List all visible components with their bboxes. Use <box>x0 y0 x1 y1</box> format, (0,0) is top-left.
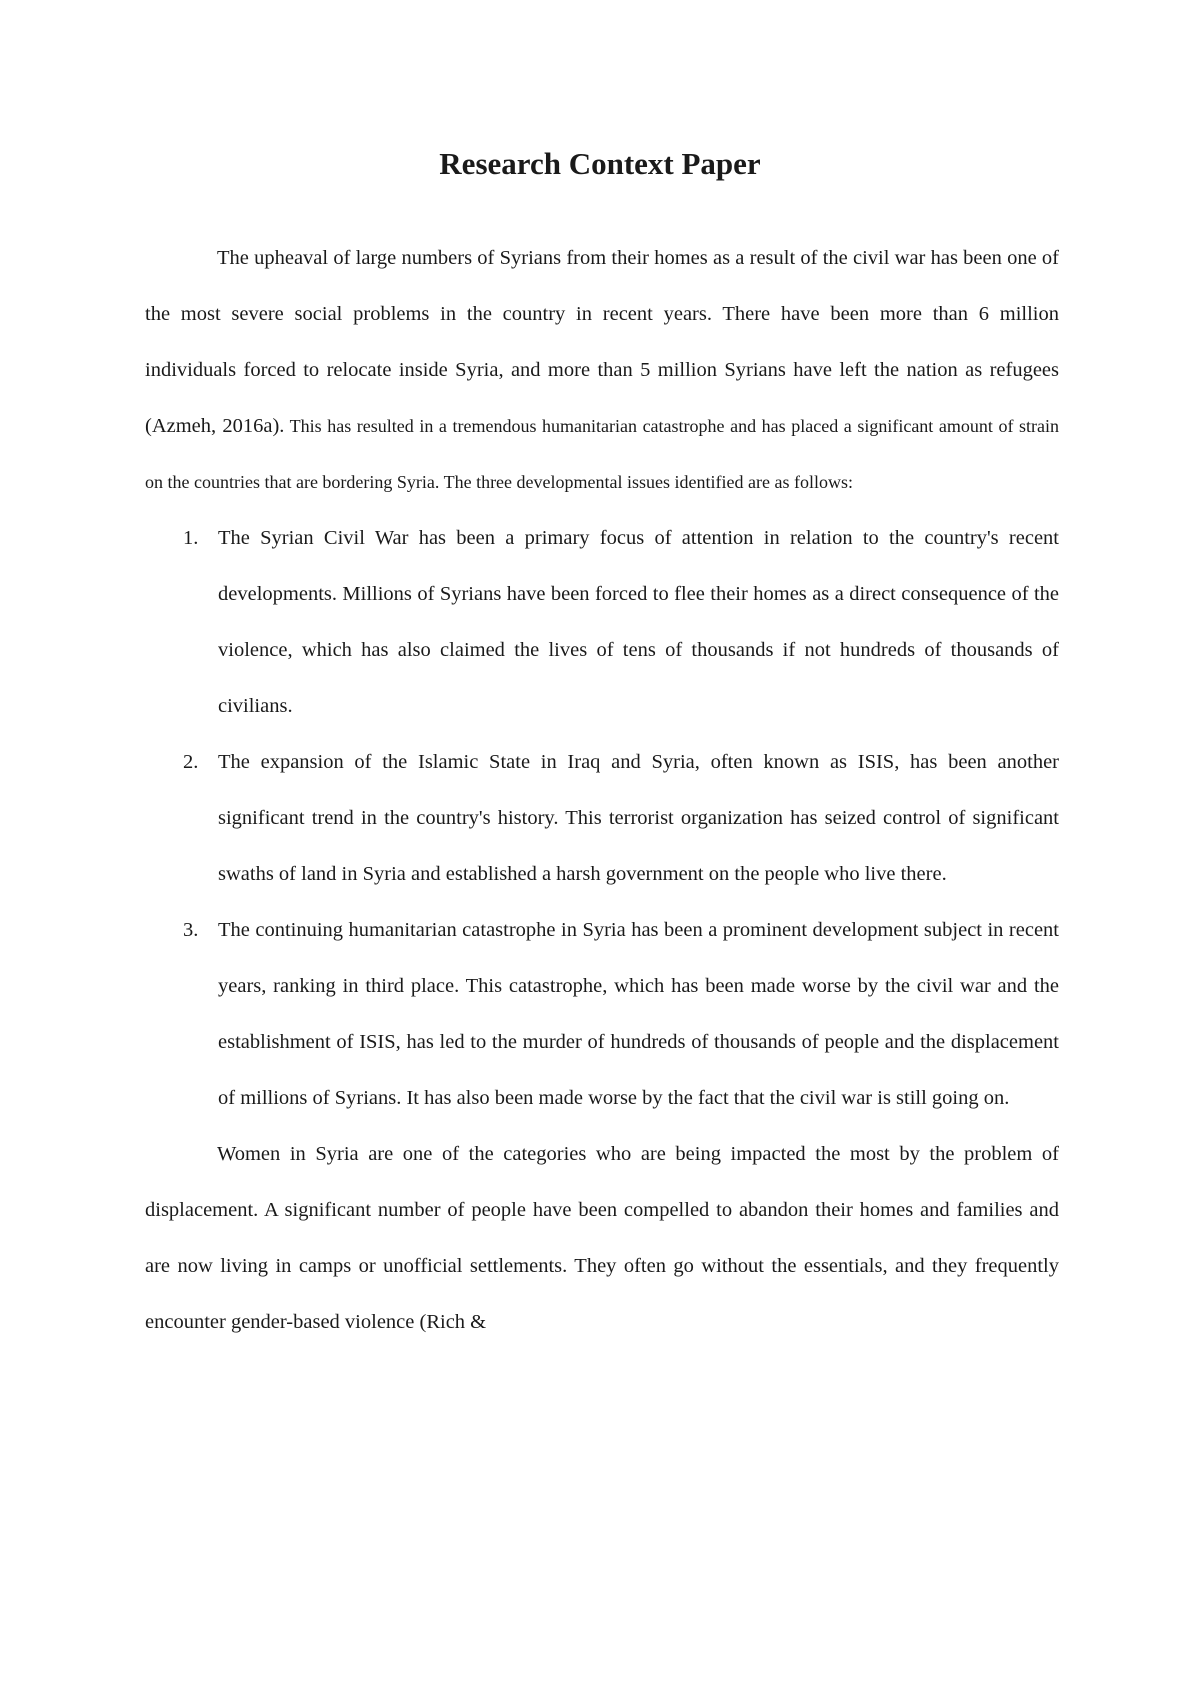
intro-paragraph-part1: The upheaval of large numbers of Syrians from their homes as a result of the civil war has been one of the most severe social problems in the country in recent years. There have been more than 6 million individuals forced to relocate inside Syria, and more than 5 million Syrians have left the nation as refugees (Azmeh, 2016a). <box>145 247 1059 437</box>
list-item-text: The expansion of the Islamic State in Iraq and Syria, often known as ISIS, has been another significant trend in the country's history. This terrorist organization has seized control of significant swaths of land in Syria and established a harsh government on the people who live there. <box>218 751 1059 885</box>
list-item-number: 3. <box>183 919 199 941</box>
list-item-number: 2. <box>183 751 199 773</box>
intro-paragraph-part2: This has resulted in a tremendous humanitarian catastrophe and has placed a significant amount of strain on the countries that are bordering Syria. The three developmental issues identified are as follows: <box>145 416 1059 492</box>
list-item-text: The continuing humanitarian catastrophe in Syria has been a prominent development subject in recent years, ranking in third place. This catastrophe, which has been made worse by the civil war and the establishment of ISIS, has led to the murder of hundreds of thousands of people and the displacement of millions of Syrians. It has also been made worse by the fact that the civil war is still going on. <box>218 919 1059 1109</box>
document-title: Research Context Paper <box>439 146 761 181</box>
list-item-number: 1. <box>183 527 199 549</box>
document-body <box>145 230 1059 1350</box>
closing-paragraph: Women in Syria are one of the categories who are being impacted the most by the problem of displacement. A significant number of people have been compelled to abandon their homes and families and are now living in camps or unofficial settlements. They often go without the essentials, and they frequently encounter gender-based violence (Rich & <box>145 1143 1059 1333</box>
list-item <box>145 510 1059 734</box>
list-item-text: The Syrian Civil War has been a primary focus of attention in relation to the country's recent developments. Millions of Syrians have been forced to flee their homes as a direct consequence of the violence, which has also claimed the lives of tens of thousands if not hundreds of thousands of civilians. <box>218 527 1059 717</box>
list-item <box>145 734 1059 902</box>
list-item <box>145 902 1059 1126</box>
developmental-issues-list <box>145 510 1059 1126</box>
intro-paragraph <box>145 230 1059 510</box>
